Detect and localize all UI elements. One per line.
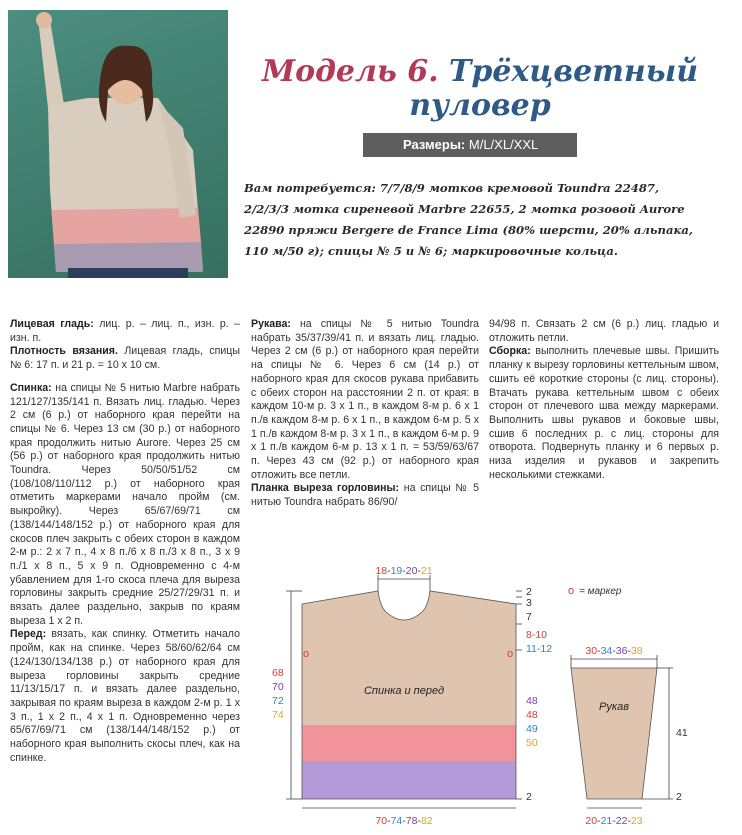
density-text: Лицевая гладь, спицы № 6: 17 п. и 21 р. = 10 х 10 см. [10, 345, 240, 372]
sleeve-bottom-sizes: 20-21-22-23 [585, 815, 643, 827]
marker-legend-label: = маркер [579, 586, 622, 597]
left-height-3: 72 [272, 695, 284, 707]
sleeve-top-4: 38 [630, 645, 643, 657]
right-top-3: 7 [526, 611, 532, 623]
left-height-4: 74 [272, 709, 284, 721]
left-height-2: 70 [272, 681, 284, 693]
bottom-size-4: 82 [420, 815, 433, 827]
sleeve-label: Рукав [599, 701, 629, 713]
title-model-number: Модель 6. [261, 54, 439, 89]
bottom-size-2: 74 [390, 815, 403, 827]
bottom-size-1: 70 [375, 815, 388, 827]
sleeve-bottom-3: 22 [615, 815, 628, 827]
bottom-size-3: 78 [405, 815, 418, 827]
sleeve-top-1: 30 [585, 645, 598, 657]
body-label: Спинка и перед [363, 685, 445, 697]
title-name: Трёхцветный [449, 54, 699, 89]
sleeve-top-3: 36 [615, 645, 628, 657]
right-bottom: 2 [526, 791, 532, 803]
right-lower-3: 49 [526, 723, 538, 735]
front-text: вязать, как спинку. Отметить начало пройм, как на спинке. Через 58/60/62/64 см (124/130/134/138 р.) от наборного края для выреза горловины закрыть средние 11/13/15/17 п. и вязать далее раздельно, закрывая по краям выреза в каждом 2-м р. 1 х 3 п., 1 х 2 п., 4 х 1 п. Одновременно через 65/67/69/71 см (138/144/148/152 р.) от наборного края выполнить скосы плеч, как на спинке. [10, 628, 240, 764]
right-top-2: 3 [526, 597, 532, 609]
body-piece [302, 591, 516, 799]
right-armhole-2: 11-12 [526, 643, 553, 655]
body-beige-area [302, 591, 516, 725]
marker-right: о [507, 648, 514, 660]
assembly-heading: Сборка: [489, 345, 531, 358]
left-height-dimension [286, 591, 302, 799]
right-lower-1: 48 [526, 695, 538, 707]
neck-sizes: 18-19-20-21 [375, 565, 433, 577]
body-pink-stripe [302, 725, 516, 761]
right-lower-2: 48 [526, 709, 538, 721]
face-heading: Лицевая гладь: [10, 318, 94, 330]
bottom-sizes: 70-74-78-82 [375, 815, 433, 827]
sleeve-bottom-4: 23 [630, 815, 643, 827]
sleeve-shape [571, 668, 657, 799]
right-lower-4: 50 [526, 737, 538, 749]
sleeve-heading: Рукава: [251, 318, 291, 330]
body-lilac-stripe [302, 761, 516, 799]
right-armhole-1: 8-10 [526, 629, 548, 641]
page-title-line2: пуловер [409, 88, 551, 123]
neck-text: на спицы № 5 нитью Toundra набрать 86/90/ [251, 482, 479, 509]
sleeve-top-2: 34 [600, 645, 613, 657]
marker-left: о [303, 648, 310, 660]
assembly-text: выполнить плечевые швы. Пришить планку к вырезу горловины кеттельным швом, сшить её короткие стороны (с лиц. стороны). Втачать рукава кеттельным швом с обеих сторон от плечевого шва между маркерами. Выполнить швы рукавов и боковые швы, сшив 6 последних р. с лиц. стороны для отворота. Подвернуть планку и 6 первых р. низа изделия и рукавов и закрепить несколькими стежками. [489, 345, 719, 481]
right-dimension-lines [516, 591, 522, 799]
sizes-value: M/L/XL/XXL [468, 137, 539, 152]
back-text: на спицы № 5 нитью Marbre набрать 121/127/135/141 п. Вязать лиц. гладью. Через 2 см (6 р.) от наборного края перейти на спицы № 6. Через 13 см (30 р.) от наборного края продолжить нитью Aurore. Через 25 см (56 р.) от наборного края продолжить нитью Toundra. Через 50/50/51/52 см (108/108/110/112 р.) от наборного края отметить маркерами начало пройм (см. выкройку). Через 65/67/69/71 см (138/144/148/152 р.) от наборного края для скосов плеч закрыть с обеих сторон в каждом 2-м р.: 2 х 7 п., 4 х 8 п./6 х 8 п./3 х 8 п., 3 х 9 п./1 х 8 п., 5 х 9 п. Одновременно с 4-м убавлением для 1-го скоса плеча для выреза горловины закрыть средние 25/27/29/31 п. и вязать далее раздельно, закрыв по краям выреза 1 х 2 п. [10, 381, 240, 627]
density-heading: Плотность вязания. [10, 345, 118, 358]
neck-size-4: 21 [420, 565, 433, 577]
sleeve-bottom-1: 20 [585, 815, 598, 827]
neck-heading: Планка выреза горловины: [251, 482, 400, 495]
marker-legend-symbol: о [568, 585, 575, 597]
materials-text: Вам потребуется: 7/7/8/9 мотков кремовой Toundra 22487, 2/2/3/3 мотка сиреневой Marbre 22655, 2 мотка розовой Aurore 22890 пряжи Bergere de France Lima (80% шерсти, 20% альпака, 110 м/50 г); спицы № 5 и № 6; маркировочные кольца. [244, 181, 693, 258]
right-top-1: 2 [526, 586, 532, 598]
sleeve-bottom-2: 21 [600, 815, 613, 827]
neck-size-1: 18 [375, 565, 388, 577]
sleeve-height: 41 [676, 727, 688, 739]
left-height-1: 68 [272, 667, 284, 679]
back-heading: Спинка: [10, 381, 52, 394]
sleeve-text: на спицы № 5 нитью Toundra набрать 35/37/39/41 п. и вязать лиц. гладью. Через 2 см (6 р.) от наборного края перейти на спицы № 6. Через 6 см (14 р.) от наборного края для скосов рукава прибавить с обеих сторон на расстоянии 2 п. от края: в каждом 10-м р. 3 х 1 п., в каждом 8-м р. 6 х 1 п./в каждом 8-м р. 6 х 1 п., в каждом 6-м р. 5 х 1 п./в каждом 8-м р. 3 х 1 п., в каждом 6-м р. 9 х 1 п./в каждом 6-м р. 13 х 1 п. = 53/59/63/67 п. Через 43 см (92 р.) от наборного края отложить все петли. [251, 318, 479, 481]
sleeve-piece [571, 668, 657, 799]
front-heading: Перед: [10, 628, 47, 641]
neck-size-2: 19 [390, 565, 403, 577]
sleeve-bottom-dim: 2 [676, 791, 682, 803]
neck-size-3: 20 [405, 565, 418, 577]
neck-dimension [378, 575, 430, 591]
face-text: лиц. р. – лиц. п., изн. р. – изн. п. [10, 318, 240, 344]
sizes-label: Размеры: [403, 137, 466, 152]
sleeve-top-sizes: 30-34-36-38 [585, 645, 643, 657]
neck-continued: 94/98 п. Связать 2 см (6 р.) лиц. гладью и отложить петли. [489, 318, 719, 344]
